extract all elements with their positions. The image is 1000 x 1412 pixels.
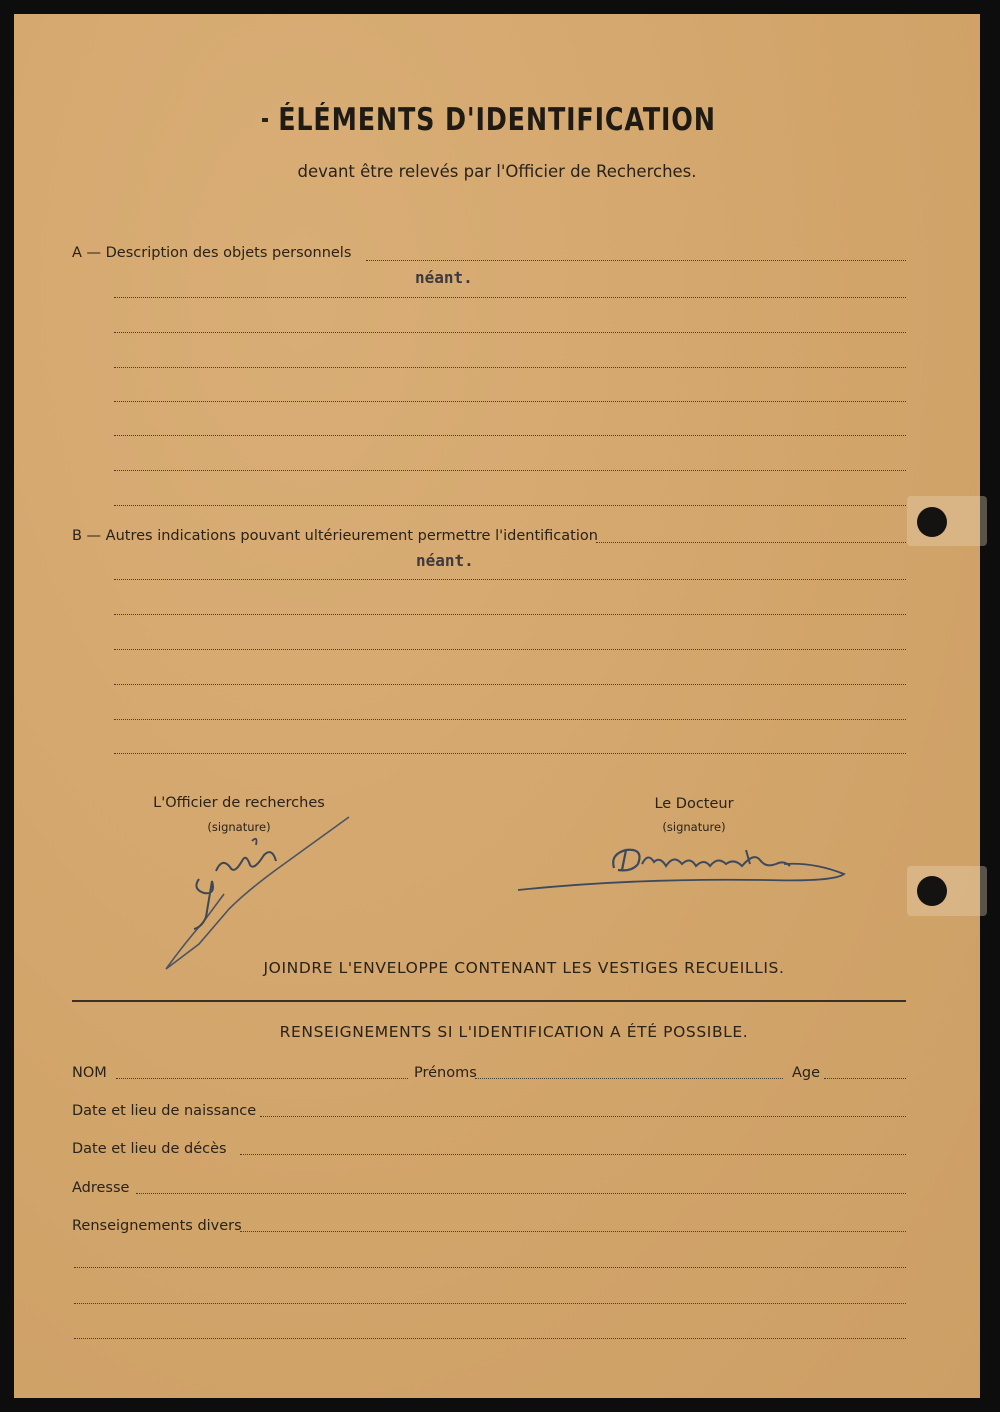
- age-line: [824, 1078, 906, 1079]
- divers-line-1: [240, 1231, 906, 1232]
- section-divider: [72, 1000, 906, 1002]
- envelope-instruction: JOINDRE L'ENVELOPPE CONTENANT LES VESTIGES RECUEILLIS.: [263, 959, 785, 977]
- divers-line-3: [74, 1303, 906, 1304]
- naissance-line: [260, 1116, 906, 1117]
- adresse-line: [136, 1193, 906, 1194]
- section-b-line-1: [596, 542, 906, 543]
- divers-label: Renseignements divers: [72, 1218, 242, 1234]
- section-a-line-6: [114, 435, 906, 436]
- officer-title: L'Officier de recherches: [153, 795, 325, 811]
- section-a-line-3: [114, 332, 906, 333]
- prenoms-line: [475, 1078, 783, 1079]
- identification-heading: RENSEIGNEMENTS SI L'IDENTIFICATION A ÉTÉ POSSIBLE.: [279, 1023, 749, 1041]
- section-b-value: néant.: [416, 551, 474, 570]
- section-b-line-6: [114, 719, 906, 720]
- prenoms-label: Prénoms: [414, 1065, 477, 1081]
- section-b-line-5: [114, 684, 906, 685]
- doctor-title: Le Docteur: [654, 796, 734, 812]
- section-a-line-5: [114, 401, 906, 402]
- page-subtitle: devant être relevés par l'Officier de Recherches.: [297, 162, 697, 181]
- doctor-signature: [514, 834, 854, 904]
- nom-line: [116, 1078, 408, 1079]
- section-a-line-4: [114, 367, 906, 368]
- section-a-line-2: [114, 297, 906, 298]
- form-page: [14, 14, 980, 1398]
- section-a-line-7: [114, 470, 906, 471]
- section-a-line-1: [366, 260, 906, 261]
- naissance-label: Date et lieu de naissance: [72, 1103, 257, 1119]
- section-b-line-7: [114, 753, 906, 754]
- page-title: ÉLÉMENTS D'IDENTIFICATION: [278, 102, 716, 138]
- adresse-label: Adresse: [72, 1180, 130, 1196]
- divers-line-4: [74, 1338, 906, 1339]
- deces-line: [240, 1154, 906, 1155]
- deces-label: Date et lieu de décès: [72, 1141, 227, 1157]
- section-b-line-3: [114, 614, 906, 615]
- section-b-label: B — Autres indications pouvant ultérieurement permettre l'identification: [72, 528, 598, 544]
- officer-signature-caption: (signature): [207, 820, 271, 834]
- section-a-value: néant.: [415, 268, 473, 287]
- nom-label: NOM: [72, 1065, 107, 1081]
- age-label: Age: [792, 1065, 821, 1081]
- section-b-line-4: [114, 649, 906, 650]
- officer-signature: [154, 809, 374, 979]
- punch-hole-bottom: [917, 876, 947, 906]
- doctor-signature-caption: (signature): [662, 820, 726, 834]
- section-a-label: A — Description des objets personnels: [72, 245, 352, 261]
- divers-line-2: [74, 1267, 906, 1268]
- section-b-line-2: [114, 579, 906, 580]
- punch-hole-top: [917, 507, 947, 537]
- section-a-line-8: [114, 505, 906, 506]
